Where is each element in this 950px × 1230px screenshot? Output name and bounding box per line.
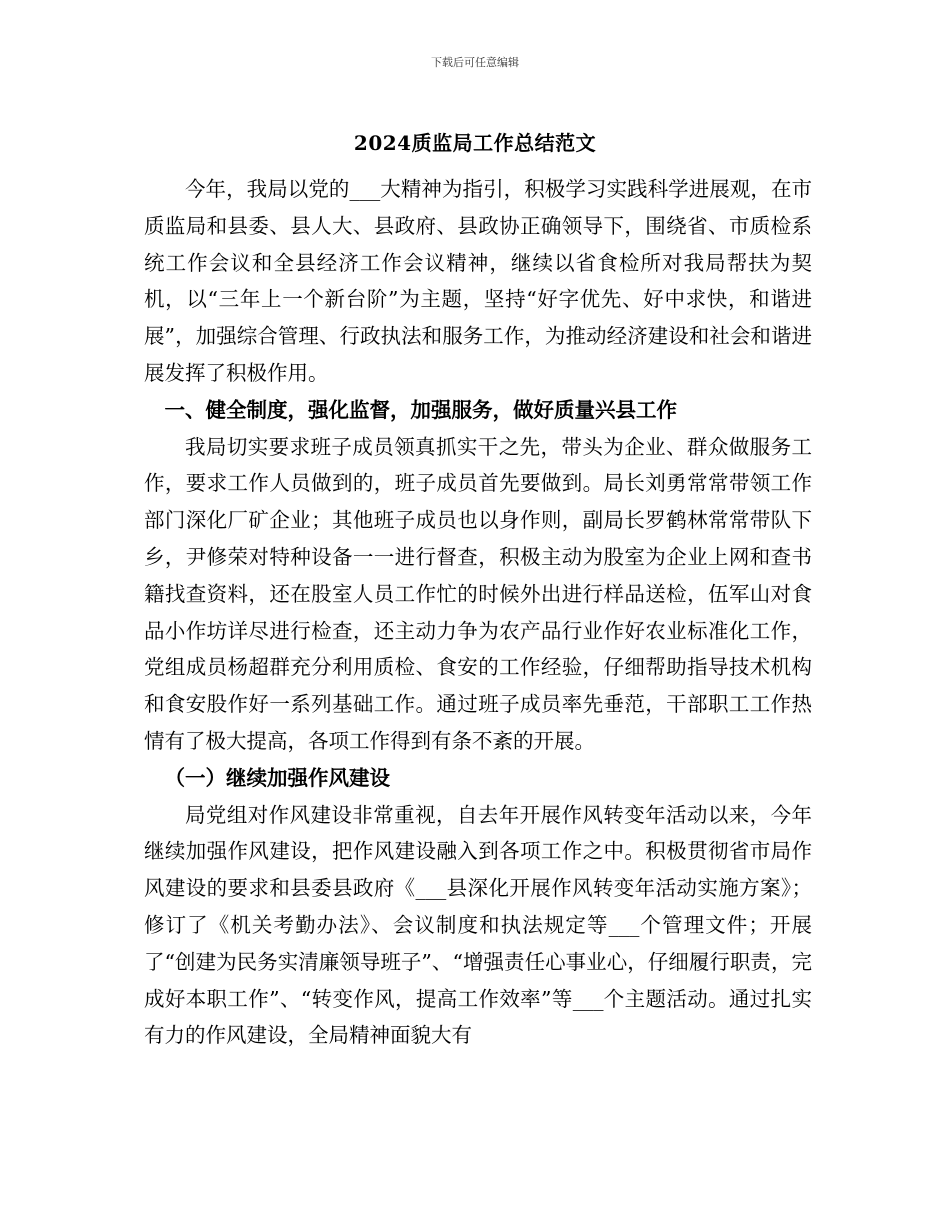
body-paragraph: 我局切实要求班子成员领真抓实干之先，带头为企业、群众做服务工作，要求工作人员做到的，班子成员首先要做到。局长刘勇常常带领工作部门深化厂矿企业；其他班子成员也以身作则，副局长罗鹤林常常带队下乡，尹修荣对特种设备一一进行督查，积极主动为股室为企业上网和查书籍找查资料，还在股室人员工作忙的时候外出进行样品送检，伍军山对食品小作坊详尽进行检查，还主动力争为农产品行业作好农业标准化工作，党组成员杨超群充分利用质检、食安的工作经验，仔细帮助指导技术机构和食安股作好一系列基础工作。通过班子成员率先垂范，干部职工工作热情有了极大提高，各项工作得到有条不紊的开展。: [144, 434, 812, 753]
document-title: 2024质监局工作总结范文: [353, 131, 597, 155]
subsection-heading: （一）继续加强作风建设: [164, 765, 390, 790]
document-body: [144, 171, 812, 1054]
intro-paragraph: 今年，我局以党的___大精神为指引，积极学习实践科学进展观，在市质监局和县委、县人大、县政府、县政协正确领导下，围绕省、市质检系统工作会议和全县经济工作会议精神，继续以省食检所对我局帮扶为契机，以“三年上一个新台阶”为主题，坚持“好字优先、好中求快，和谐进展”，加强综合管理、行政执法和服务工作，为推动经济建设和社会和谐进展发挥了积极作用。: [144, 177, 812, 385]
body-paragraph: 局党组对作风建设非常重视，自去年开展作风转变年活动以来，今年继续加强作风建设，把作风建设融入到各项工作之中。积极贯彻省市局作风建设的要求和县委县政府《___县深化开展作风转变年活动实施方案》；修订了《机关考勤办法》、会议制度和执法规定等___个管理文件；开展了“创建为民务实清廉领导班子”、“增强责任心事业心，仔细履行职责，完成好本职工作”、“转变作风，提高工作效率”等___个主题活动。通过扎实有力的作风建设，全局精神面貌大有: [144, 802, 812, 1048]
section-heading: 一、健全制度，强化监督，加强服务，做好质量兴县工作: [164, 397, 677, 422]
header-note: 下载后可任意编辑: [431, 56, 519, 69]
